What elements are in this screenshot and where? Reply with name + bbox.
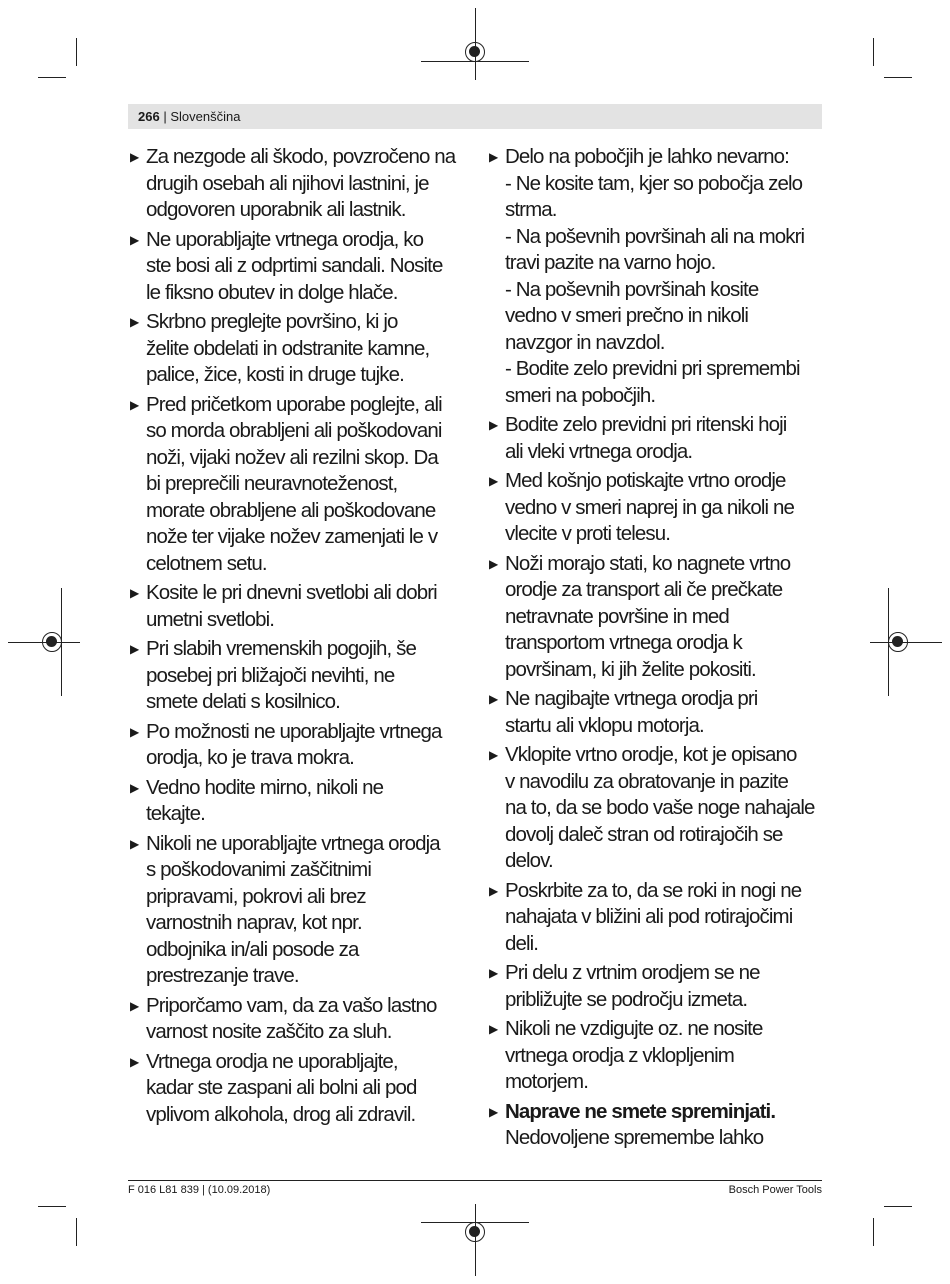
bullet-triangle-icon: ▶	[489, 883, 499, 898]
text-line: - Bodite zelo previdni pri spremembi	[505, 357, 800, 380]
crop-mark	[38, 77, 66, 78]
text-line: Noži morajo stati, ko nagnete vrtno	[505, 551, 791, 575]
text-line: strma.	[505, 198, 557, 221]
text-line: celotnem setu.	[146, 551, 267, 575]
bullet-triangle-icon: ▶	[489, 1022, 499, 1036]
bullet-item	[489, 468, 829, 548]
bullet-triangle-icon: ▶	[130, 150, 140, 164]
text-line: vrtnega orodja z vklopljenim	[505, 1043, 734, 1067]
text-line: - Na poševnih površinah ali na mokri	[505, 224, 805, 248]
text-line: v navodilu za obratovanje in pazite	[505, 769, 789, 793]
crop-mark	[873, 1218, 874, 1246]
text-line: Vklopite vrtno orodje, kot je opisano	[505, 743, 797, 766]
bullet-triangle-icon: ▶	[489, 748, 499, 762]
text-line: vplivom alkohola, drog ali zdravil.	[146, 1102, 416, 1126]
bullet-item	[130, 831, 470, 990]
text-line: pripravami, pokrovi ali brez	[146, 884, 366, 908]
registration-mark-icon	[888, 632, 908, 652]
text-line: nahajata v bližini ali pod rotirajočimi	[505, 905, 793, 928]
crop-mark	[38, 1206, 66, 1207]
text-line: vedno v smeri naprej in ga nikoli ne	[505, 495, 794, 519]
text-line: netravnate površine in med	[505, 604, 729, 628]
bullet-item	[130, 775, 470, 828]
bullet-item	[489, 551, 829, 684]
text-line: noži, vijaki nožev ali rezilni skop. Da	[146, 445, 438, 469]
page-number: 266	[138, 109, 160, 124]
text-line: posebej pri bližajoči nevihti, ne	[146, 663, 395, 687]
text-line: morate obrabljene ali poškodovane	[146, 498, 436, 522]
footer-document-id: F 016 L81 839 | (10.09.2018)	[128, 1184, 271, 1196]
text-line: Priporčamo vam, da za vašo lastno	[146, 993, 437, 1017]
text-line: - Na poševnih površinah kosite	[505, 277, 759, 301]
text-line: Nikoli ne vzdigujte oz. ne nosite	[505, 1017, 763, 1040]
text-line: vedno v smeri prečno in nikoli	[505, 304, 749, 327]
text-line: Vrtnega orodja ne uporabljajte,	[146, 1049, 398, 1073]
registration-mark-icon	[42, 632, 62, 652]
text-line: Ne uporabljajte vrtnega orodja, ko	[146, 227, 424, 251]
bullet-item	[489, 960, 829, 1013]
bullet-item	[489, 144, 829, 409]
text-line: tekajte.	[146, 802, 205, 825]
crop-mark	[76, 1218, 77, 1246]
bullet-triangle-icon: ▶	[130, 724, 140, 739]
text-line: transportom vrtnega orodja k	[505, 631, 742, 654]
text-line: prestrezanje trave.	[146, 964, 299, 987]
bullet-item	[130, 309, 470, 389]
bullet-triangle-icon: ▶	[130, 1054, 140, 1069]
text-line: varnostnih naprav, kot npr.	[146, 911, 362, 934]
bullet-item	[130, 144, 470, 224]
text-line: smete delati s kosilnico.	[146, 690, 340, 713]
bullet-triangle-icon: ▶	[489, 966, 499, 980]
text-line: Ne nagibajte vrtnega orodja pri	[505, 687, 758, 710]
text-line: dovolj daleč stran od rotirajočih se	[505, 822, 783, 846]
bullet-item	[130, 392, 470, 578]
bullet-item	[489, 1099, 829, 1152]
bullet-item	[130, 993, 470, 1046]
registration-mark-icon	[465, 1222, 485, 1242]
bullet-triangle-icon: ▶	[489, 556, 499, 571]
bullet-triangle-icon: ▶	[489, 418, 499, 432]
text-line: Bodite zelo previdni pri ritenski hoji	[505, 413, 787, 436]
crop-mark	[884, 1206, 912, 1207]
text-line: kadar ste zaspani ali bolni ali pod	[146, 1076, 417, 1099]
bullet-item	[489, 742, 829, 875]
text-line: smeri na pobočjih.	[505, 383, 656, 407]
text-line: Med košnjo potiskajte vrtno orodje	[505, 469, 786, 492]
text-line: Delo na pobočjih je lahko nevarno:	[505, 145, 789, 168]
text-line: na to, da se bodo vaše noge nahajale	[505, 796, 815, 819]
bullet-item	[489, 878, 829, 958]
text-line: orodje za transport ali če prečkate	[505, 578, 783, 601]
bullet-item	[130, 719, 470, 772]
text-line: travi pazite na varno hojo.	[505, 251, 716, 274]
bullet-item	[130, 636, 470, 716]
crop-mark	[76, 38, 77, 66]
page-header	[138, 108, 240, 125]
text-line: površinam, ki jih želite pokositi.	[505, 657, 756, 681]
crop-mark	[873, 38, 874, 66]
bullet-triangle-icon: ▶	[489, 692, 499, 706]
text-line: nože ter vijake nožev zamenjati le v	[146, 525, 438, 548]
text-line: - Ne kosite tam, kjer so pobočja zelo	[505, 171, 803, 195]
text-line: odgovoren uporabnik ali lastnik.	[146, 198, 406, 221]
text-line: Nikoli ne uporabljajte vrtnega orodja	[146, 831, 440, 855]
crop-mark	[884, 77, 912, 78]
header-separator: |	[163, 109, 167, 124]
text-line: deli.	[505, 931, 539, 955]
bullet-item	[489, 412, 829, 465]
text-line: vlecite v proti telesu.	[505, 522, 671, 545]
text-line: Naprave ne smete spreminjati.	[505, 1099, 776, 1123]
text-line: ste bosi ali z odprtimi sandali. Nosite	[146, 254, 443, 277]
bullet-triangle-icon: ▶	[489, 474, 499, 488]
bullet-triangle-icon: ▶	[130, 586, 140, 600]
text-line: Vedno hodite mirno, nikoli ne	[146, 775, 384, 799]
footer-brand: Bosch Power Tools	[728, 1184, 822, 1196]
text-line: delov.	[505, 849, 553, 872]
bullet-item	[130, 580, 470, 633]
bullet-triangle-icon: ▶	[130, 780, 140, 795]
text-line: drugih osebah ali njihovi lastnini, je	[146, 171, 429, 195]
bullet-triangle-icon: ▶	[130, 397, 140, 412]
text-line: motorjem.	[505, 1070, 589, 1093]
bullet-triangle-icon: ▶	[130, 642, 140, 656]
text-line: Pred pričetkom uporabe poglejte, ali	[146, 392, 442, 416]
text-line: želite obdelati in odstranite kamne,	[146, 336, 430, 360]
text-line: Kosite le pri dnevni svetlobi ali dobri	[146, 581, 437, 604]
text-line: navzgor in navzdol.	[505, 330, 665, 354]
text-line: le fiksno obutev in dolge hlače.	[146, 280, 398, 304]
text-line: Pri delu z vrtnim orodjem se ne	[505, 961, 760, 984]
text-line: orodja, ko je trava mokra.	[146, 746, 354, 769]
registration-mark-icon	[465, 42, 485, 62]
bullet-triangle-icon: ▶	[130, 836, 140, 851]
bullet-item	[489, 1016, 829, 1096]
text-line: Po možnosti ne uporabljajte vrtnega	[146, 719, 442, 743]
bullet-item	[489, 686, 829, 739]
bullet-triangle-icon: ▶	[130, 232, 140, 247]
text-line: bi preprečili neuravnoteženost,	[146, 472, 398, 495]
text-line: s poškodovanimi zaščitnimi	[146, 858, 371, 881]
footer-rule	[128, 1180, 822, 1181]
text-line: približujte se področju izmeta.	[505, 987, 748, 1011]
left-column	[130, 144, 470, 1131]
bullet-triangle-icon: ▶	[489, 1104, 499, 1119]
text-line: Poskrbite za to, da se roki in nogi ne	[505, 878, 802, 902]
text-line: startu ali vklopu motorja.	[505, 713, 704, 737]
right-column	[489, 144, 829, 1155]
header-language: Slovenščina	[170, 109, 241, 124]
bullet-item	[130, 227, 470, 307]
bullet-triangle-icon: ▶	[130, 998, 140, 1013]
bullet-triangle-icon: ▶	[489, 150, 499, 164]
text-line: Za nezgode ali škodo, povzročeno na	[146, 145, 456, 168]
text-line: odbojnika in/ali posode za	[146, 937, 359, 961]
text-line: palice, žice, kosti in druge tujke.	[146, 363, 404, 386]
text-line: umetni svetlobi.	[146, 607, 275, 631]
text-line: ali vleki vrtnega orodja.	[505, 439, 693, 463]
bullet-triangle-icon: ▶	[130, 315, 140, 329]
text-line: Nedovoljene spremembe lahko	[505, 1126, 764, 1149]
text-line: Skrbno preglejte površino, ki jo	[146, 310, 398, 333]
bullet-item	[130, 1049, 470, 1129]
text-line: varnost nosite zaščito za sluh.	[146, 1020, 392, 1043]
text-line: so morda obrabljeni ali poškodovani	[146, 419, 442, 442]
text-line: Pri slabih vremenskih pogojih, še	[146, 637, 416, 660]
